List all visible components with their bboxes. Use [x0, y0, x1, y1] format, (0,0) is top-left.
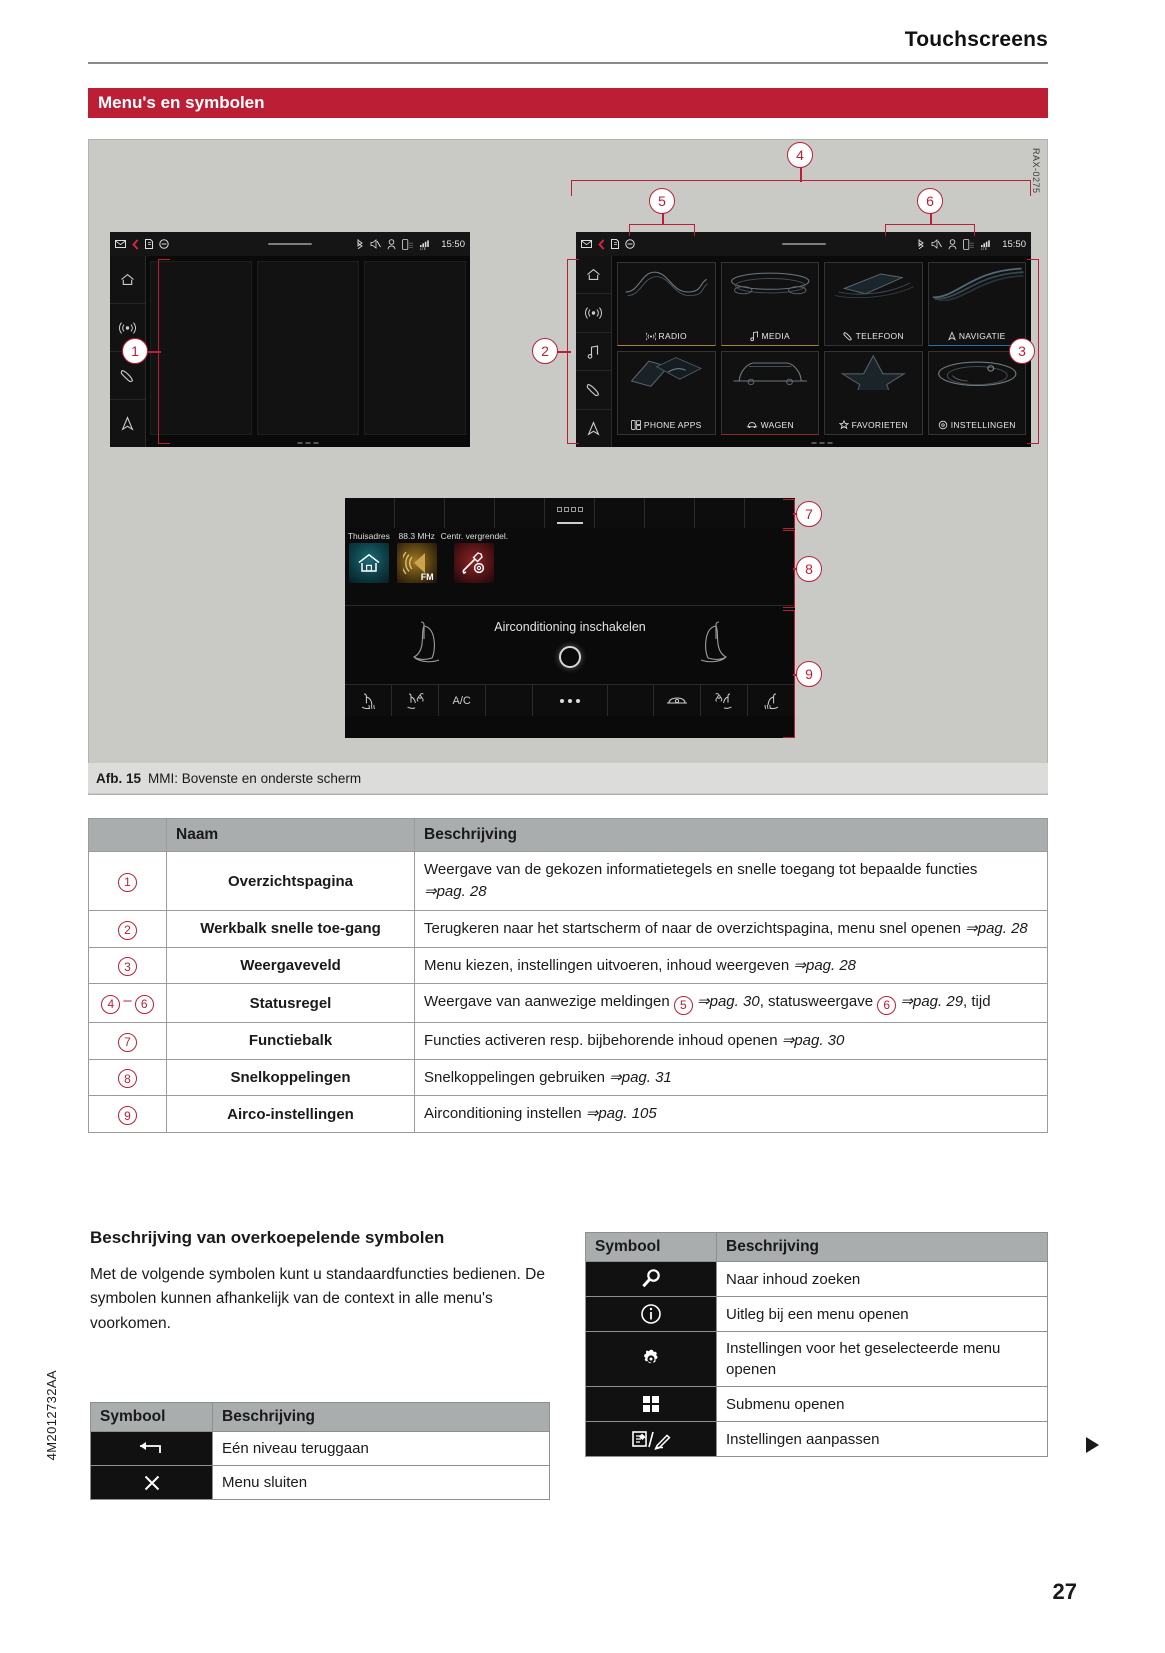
callout-9: 9	[796, 661, 822, 687]
callout-bracket-6	[885, 224, 975, 236]
edit-pencil-icon	[631, 1428, 671, 1450]
callout-circle: 9	[118, 1106, 137, 1125]
user-profile-icon[interactable]	[387, 239, 396, 250]
menu-tile-label: INSTELLINGEN	[950, 420, 1016, 430]
callout-circle: 3	[118, 957, 137, 976]
table-row	[89, 1059, 1048, 1096]
overview-tile[interactable]	[364, 261, 466, 435]
row-callout-number	[89, 1096, 167, 1133]
status-bar-right-icons	[356, 239, 465, 250]
phone-handset-icon	[843, 331, 853, 341]
mail-icon[interactable]	[581, 240, 592, 248]
shortcut-tile[interactable]	[349, 543, 389, 583]
symbol-table-left	[90, 1402, 550, 1500]
navigation-arrow-icon	[948, 331, 956, 341]
rail-button-phone[interactable]	[576, 371, 611, 409]
inline-callout-circle: 6	[877, 996, 896, 1015]
shortcut-empty[interactable]	[556, 531, 604, 605]
seat-right-graphic	[681, 618, 729, 670]
aircon-area	[345, 606, 795, 684]
svg-text:LTE: LTE	[420, 246, 427, 250]
figure-caption-label: Afb. 15	[96, 770, 142, 786]
seat-ventilation-right-icon	[713, 691, 735, 711]
symbol-cell	[586, 1332, 717, 1387]
keyboard-icon	[557, 507, 583, 512]
phone-signal-icon[interactable]	[963, 239, 974, 250]
shortcut-label: Centr. vergrendel.	[440, 531, 509, 541]
callout-1: 1	[122, 338, 148, 364]
shortcut-label: 88.3 MHz	[398, 531, 435, 541]
screen-drag-handle[interactable]	[268, 243, 312, 245]
table-row	[89, 984, 1048, 1023]
function-bar	[345, 498, 795, 528]
callout-bracket-5	[629, 224, 695, 236]
rail-button-navigation[interactable]	[576, 410, 611, 447]
car-icon	[746, 421, 758, 429]
legend-table	[88, 818, 1048, 1133]
shortcut-thuisadres[interactable]	[345, 531, 393, 605]
shortcut-empty[interactable]	[652, 531, 700, 605]
symbol-description: Submenu openen	[717, 1387, 1048, 1422]
climate-seat-ventilation-left[interactable]	[392, 685, 439, 716]
function-bar-cell[interactable]	[345, 498, 395, 528]
media-artwork	[722, 265, 819, 301]
section-banner	[88, 88, 1048, 118]
shortcut-tile[interactable]	[454, 543, 494, 583]
callout-bracket-4	[571, 180, 1031, 196]
menu-tile-label-wrap	[646, 331, 687, 341]
grid-submenu-icon	[640, 1393, 662, 1415]
back-arrow-icon	[137, 1441, 167, 1457]
status-bar-right-icons-2	[917, 239, 1026, 250]
page-cross-reference[interactable]: ⇒pag. 28	[424, 883, 487, 901]
page-cross-reference[interactable]: ⇒pag. 30	[781, 1031, 845, 1049]
menu-tile-label: WAGEN	[760, 420, 794, 430]
callout-1-leader	[147, 351, 161, 353]
function-bar-cell[interactable]	[445, 498, 495, 528]
col-header-symbol: Symbool	[586, 1233, 717, 1262]
rail-button-radio[interactable]	[576, 294, 611, 332]
seat-heating-right-icon	[762, 691, 782, 711]
climate-empty[interactable]	[486, 685, 533, 716]
screen-drag-handle[interactable]	[782, 243, 826, 245]
col-header-description: Beschrijving	[717, 1233, 1048, 1262]
status-bar-left-icons	[115, 239, 169, 250]
status-bar-left	[110, 232, 470, 256]
symbol-description: Instellingen aanpassen	[717, 1422, 1048, 1457]
col-header-symbol: Symbool	[91, 1403, 213, 1432]
row-description: Weergave van aanwezige meldingen 5 ⇒pag. 30, statusweergave 6 ⇒pag. 29, tijd	[415, 984, 1048, 1023]
table-row	[91, 1466, 550, 1500]
row-name: Weergaveveld	[167, 947, 415, 984]
wrench-gear-icon	[461, 551, 487, 575]
overview-tile[interactable]	[257, 261, 359, 435]
page-cross-reference[interactable]: ⇒pag. 28	[965, 919, 1028, 937]
row-name: Statusregel	[167, 984, 415, 1023]
menu-tile-instellingen[interactable]	[928, 351, 1027, 435]
shortcut-empty[interactable]	[508, 531, 556, 605]
table-header-row	[586, 1233, 1048, 1262]
callout-4-leader	[800, 166, 802, 182]
menu-tile-telefoon[interactable]	[824, 262, 923, 346]
symbol-cell	[586, 1422, 717, 1457]
symbol-description: Uitleg bij een menu openen	[717, 1297, 1048, 1332]
row-description: Terugkeren naar het startscherm of naar de overzichtspagina, menu snel openen ⇒pag. 28	[415, 910, 1048, 947]
mmi-lower-screen	[345, 498, 795, 738]
running-head-title: Touchscreens	[904, 28, 1048, 51]
svg-text:LTE: LTE	[981, 246, 988, 250]
page-cross-reference[interactable]: ⇒pag. 105	[585, 1105, 657, 1123]
car-artwork	[722, 354, 819, 390]
col-header-number	[89, 819, 167, 852]
section-banner-label: Menu's en symbolen	[98, 93, 265, 112]
page-number: 27	[1052, 1579, 1077, 1604]
callout-3: 3	[1009, 338, 1035, 364]
back-chevron-icon[interactable]	[598, 239, 605, 250]
media-note-icon	[750, 331, 759, 341]
seat-ventilation-icon	[404, 691, 426, 711]
continuation-arrow-icon	[1086, 1437, 1099, 1453]
climate-ac-label: A/C	[452, 694, 471, 707]
back-chevron-icon[interactable]	[132, 239, 139, 250]
callout-circle: 4	[101, 995, 120, 1014]
lte-signal-icon[interactable]	[419, 239, 432, 250]
climate-windshield-defrost[interactable]	[654, 685, 701, 716]
menu-tile-phone-apps[interactable]	[617, 351, 716, 435]
rail-button-media[interactable]	[576, 333, 611, 371]
figure-caption-text: MMI: Bovenste en onderste scherm	[148, 770, 362, 786]
sim-card-icon[interactable]	[145, 239, 153, 249]
header-divider	[88, 62, 1048, 64]
navigation-artwork	[929, 265, 1026, 301]
shortcuts-row	[345, 528, 795, 606]
symbol-description: Instellingen voor het geselecteerde menu openen	[717, 1332, 1048, 1387]
row-name: Werkbalk snelle toe-gang	[167, 910, 415, 947]
row-callout-number	[89, 1022, 167, 1059]
shortcut-empty[interactable]	[604, 531, 652, 605]
aircon-label: Airconditioning inschakelen	[494, 620, 646, 634]
seat-heating-icon	[358, 691, 378, 711]
callout-2: 2	[532, 338, 558, 364]
page-header	[88, 28, 1048, 52]
symbols-section-intro: Met de volgende symbolen kunt u standaardfuncties bedienen. De symbolen kunnen afhankelijk van de context in alle menu's voorkomen.	[90, 1266, 545, 1332]
shortcut-label: Thuisadres	[347, 531, 390, 541]
function-bar-cell[interactable]	[595, 498, 645, 528]
gear-icon	[640, 1348, 662, 1370]
menu-tile-label: FAVORIETEN	[851, 420, 908, 430]
shortcut-empty[interactable]	[699, 531, 747, 605]
symbol-cell	[586, 1387, 717, 1422]
symbol-description: Naar inhoud zoeken	[717, 1262, 1048, 1297]
menu-tile-media[interactable]	[721, 262, 820, 346]
star-artwork	[825, 354, 922, 390]
menu-tile-radio[interactable]	[617, 262, 716, 346]
table-row	[89, 852, 1048, 911]
row-description: Functies activeren resp. bijbehorende inhoud openen ⇒pag. 30	[415, 1022, 1048, 1059]
status-bar-clock: 15:50	[441, 238, 465, 250]
row-description: Airconditioning instellen ⇒pag. 105	[415, 1096, 1048, 1133]
table-row	[89, 947, 1048, 984]
search-magnifier-icon	[640, 1268, 662, 1290]
row-name: Functiebalk	[167, 1022, 415, 1059]
table-row	[586, 1422, 1048, 1457]
col-header-description: Beschrijving	[213, 1403, 550, 1432]
mmi-upper-screen-menu	[576, 232, 1031, 447]
table-row	[586, 1297, 1048, 1332]
windshield-defrost-icon	[665, 694, 689, 708]
function-bar-cell-keyboard[interactable]	[545, 498, 595, 528]
overview-tiles-area	[146, 256, 470, 447]
shortcut-tile[interactable]	[397, 543, 437, 583]
figure-caption	[88, 763, 1048, 793]
symbols-section-heading: Beschrijving van overkoepelende symbolen	[90, 1228, 445, 1247]
shortcut-badge: FM	[420, 572, 434, 582]
aircon-power-knob[interactable]	[559, 646, 581, 668]
page-cross-reference[interactable]: ⇒pag. 31	[609, 1068, 672, 1086]
symbol-cell	[586, 1262, 717, 1297]
bluetooth-icon[interactable]	[356, 239, 364, 250]
page-cross-reference[interactable]: ⇒pag. 28	[793, 956, 857, 974]
row-callout-number	[89, 1059, 167, 1096]
inline-callout-circle: 5	[674, 996, 693, 1015]
status-bar-clock: 15:50	[1002, 238, 1026, 250]
callout-range-dash: –	[123, 992, 132, 1010]
symbol-description: Menu sluiten	[213, 1466, 550, 1500]
table-row	[91, 1432, 550, 1466]
symbol-description: Eén niveau teruggaan	[213, 1432, 550, 1466]
radio-antenna-icon	[646, 332, 656, 341]
menu-tile-label: TELEFOON	[855, 331, 904, 341]
callout-4: 4	[787, 142, 813, 168]
menu-tile-favorieten[interactable]	[824, 351, 923, 435]
row-name: Snelkoppelingen	[167, 1059, 415, 1096]
rail-button-home[interactable]	[110, 256, 145, 304]
climate-bar	[345, 684, 795, 716]
phone-apps-icon	[631, 420, 641, 430]
table-row	[89, 910, 1048, 947]
shortcut-central-lock[interactable]	[441, 531, 509, 605]
lte-signal-icon[interactable]	[980, 239, 993, 250]
close-x-icon	[142, 1473, 162, 1493]
mute-icon[interactable]	[370, 239, 381, 249]
symbol-cell	[91, 1466, 213, 1500]
do-not-disturb-icon[interactable]	[159, 239, 169, 249]
phone-signal-icon[interactable]	[402, 239, 413, 250]
callout-7: 7	[796, 501, 822, 527]
function-bar-cell[interactable]	[645, 498, 695, 528]
row-callout-number	[89, 984, 167, 1023]
function-bar-cell[interactable]	[695, 498, 745, 528]
mail-icon[interactable]	[115, 240, 126, 248]
phone-apps-artwork	[618, 354, 715, 390]
info-circle-icon	[640, 1303, 662, 1325]
climate-empty[interactable]	[608, 685, 655, 716]
table-row	[586, 1387, 1048, 1422]
row-name: Overzichtspagina	[167, 852, 415, 911]
quick-access-rail-right	[576, 256, 612, 447]
row-description: Weergave van de gekozen informatietegels en snelle toegang tot bepaalde functies ⇒pag. 28	[415, 852, 1048, 911]
table-row	[89, 1022, 1048, 1059]
col-header-description: Beschrijving	[415, 819, 1048, 852]
symbol-cell	[586, 1297, 717, 1332]
symbol-table-right	[585, 1232, 1048, 1457]
settings-artwork	[929, 354, 1026, 390]
do-not-disturb-icon[interactable]	[625, 239, 635, 249]
row-description: Menu kiezen, instellingen uitvoeren, inhoud weergeven ⇒pag. 28	[415, 947, 1048, 984]
star-icon	[839, 420, 849, 430]
page-cross-reference[interactable]: ⇒pag. 30	[692, 993, 760, 1011]
document-part-number: 4M2012732AA	[44, 1370, 59, 1461]
rail-button-navigation[interactable]	[110, 400, 145, 447]
callout-2-leader	[557, 351, 571, 353]
callout-8: 8	[796, 556, 822, 582]
phone-artwork	[825, 265, 922, 301]
menu-tile-label: PHONE APPS	[643, 420, 702, 430]
rail-button-home[interactable]	[576, 256, 611, 294]
menu-tile-label: MEDIA	[761, 331, 790, 341]
menu-tile-label: RADIO	[658, 331, 687, 341]
sim-card-icon[interactable]	[611, 239, 619, 249]
table-row	[586, 1332, 1048, 1387]
col-header-name: Naam	[167, 819, 415, 852]
mute-icon[interactable]	[931, 239, 942, 249]
climate-seat-heating-left[interactable]	[345, 685, 392, 716]
table-row	[586, 1262, 1048, 1297]
bluetooth-icon[interactable]	[917, 239, 925, 250]
radio-artwork	[618, 265, 715, 301]
callout-circle: 7	[118, 1033, 137, 1052]
seat-left-graphic	[411, 618, 459, 670]
menu-tile-wagen[interactable]	[721, 351, 820, 435]
callout-circle: 6	[135, 995, 154, 1014]
home-icon	[357, 553, 381, 573]
callout-circle: 8	[118, 1069, 137, 1088]
row-callout-number	[89, 947, 167, 984]
function-bar-cell[interactable]	[395, 498, 445, 528]
callout-6: 6	[917, 188, 943, 214]
figure-reference-code: RAX-0275	[1031, 148, 1041, 194]
gear-icon	[938, 420, 948, 430]
table-row	[89, 1096, 1048, 1133]
status-bar-left-icons-2	[581, 239, 635, 250]
function-bar-cell[interactable]	[495, 498, 545, 528]
menu-tile-navigatie[interactable]	[928, 262, 1027, 346]
active-tab-underline	[557, 522, 583, 524]
row-callout-number	[89, 910, 167, 947]
climate-seat-ventilation-right[interactable]	[701, 685, 748, 716]
row-description: Snelkoppelingen gebruiken ⇒pag. 31	[415, 1059, 1048, 1096]
more-dots-icon	[560, 699, 580, 703]
table-header-row	[89, 819, 1048, 852]
callout-circle: 1	[118, 873, 137, 892]
climate-more-options[interactable]	[533, 685, 608, 716]
callout-5: 5	[649, 188, 675, 214]
shortcut-radio[interactable]	[393, 531, 441, 605]
row-callout-number	[89, 852, 167, 911]
menu-grid	[612, 256, 1031, 447]
page-cross-reference[interactable]: ⇒pag. 29	[896, 993, 964, 1011]
menu-tile-label: NAVIGATIE	[958, 331, 1006, 341]
callout-circle: 2	[118, 921, 137, 940]
page-indicator	[298, 442, 319, 444]
figure-illustration	[88, 139, 1048, 795]
page-indicator	[811, 442, 832, 444]
row-name: Airco-instellingen	[167, 1096, 415, 1133]
table-header-row	[91, 1403, 550, 1432]
symbol-cell	[91, 1432, 213, 1466]
climate-ac-toggle[interactable]	[439, 685, 486, 716]
user-profile-icon[interactable]	[948, 239, 957, 250]
